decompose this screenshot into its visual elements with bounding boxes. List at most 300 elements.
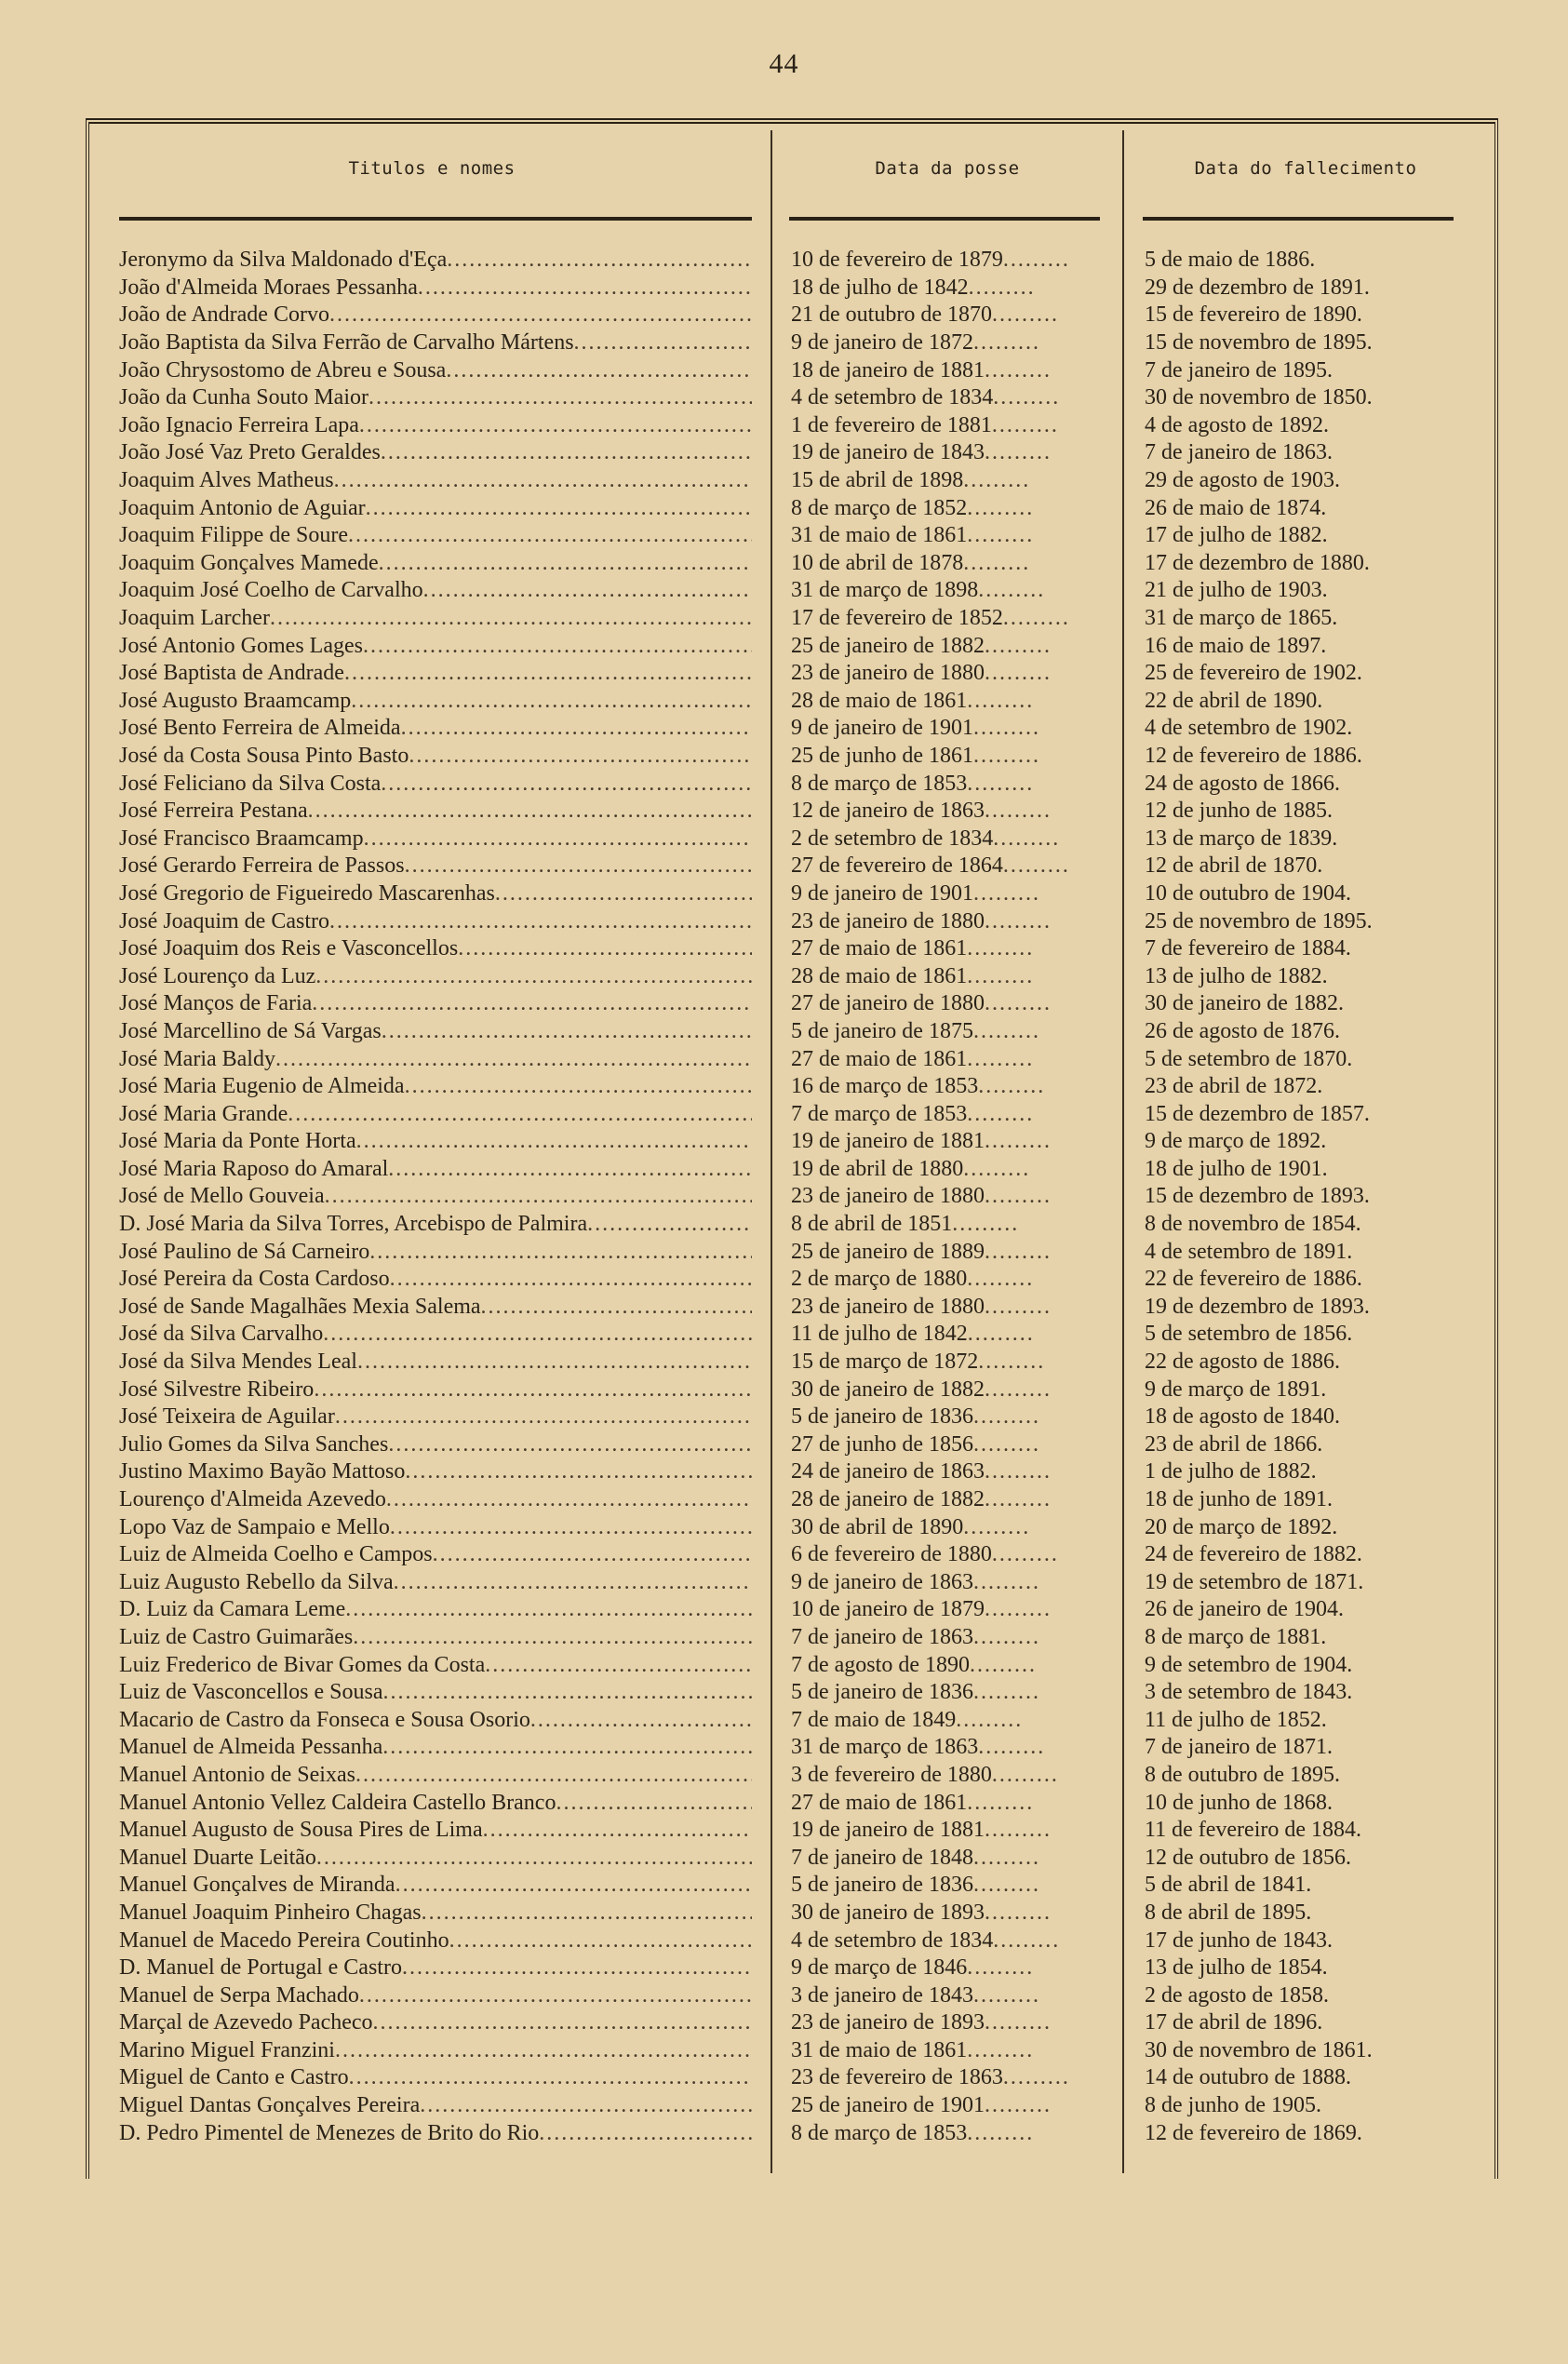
cell-death xyxy=(1145,413,1491,438)
cell-posse xyxy=(791,302,1132,328)
dot-leader xyxy=(383,1680,753,1705)
dot-leader xyxy=(963,1515,1028,1540)
cell-death xyxy=(1145,1212,1491,1237)
cell-posse-text: 10 de abril de 1878 xyxy=(791,550,964,575)
cell-death-text: 8 de junho de 1905. xyxy=(1145,2093,1321,2118)
cell-posse xyxy=(791,1432,1132,1457)
cell-death xyxy=(1145,2065,1491,2090)
cell-death xyxy=(1145,744,1491,769)
cell-name xyxy=(119,330,752,356)
cell-name xyxy=(119,1708,752,1733)
cell-death-text: 31 de março de 1865. xyxy=(1145,606,1338,631)
cell-name xyxy=(119,1983,752,2008)
table-row xyxy=(119,275,1478,302)
cell-posse-text: 2 de março de 1880 xyxy=(791,1267,968,1292)
dot-leader xyxy=(985,1240,1050,1265)
cell-death-text: 21 de julho de 1903. xyxy=(1145,578,1328,603)
table-row xyxy=(119,1211,1478,1239)
dot-leader xyxy=(992,302,1057,328)
table-row xyxy=(119,1238,1478,1266)
cell-death-text: 10 de outubro de 1904. xyxy=(1145,880,1351,906)
cell-name-text: Miguel Dantas Gonçalves Pereira xyxy=(119,2093,421,2118)
cell-name xyxy=(119,275,752,301)
header-rule xyxy=(1143,217,1454,221)
cell-name xyxy=(119,440,752,465)
cell-death xyxy=(1145,330,1491,356)
cell-death-text: 3 de setembro de 1843. xyxy=(1145,1680,1353,1705)
cell-death xyxy=(1145,1515,1491,1540)
dot-leader xyxy=(315,964,752,989)
cell-death xyxy=(1145,1267,1491,1292)
cell-name xyxy=(119,1625,752,1650)
cell-posse-text: 30 de abril de 1890 xyxy=(791,1514,964,1539)
cell-posse-text: 27 de janeiro de 1880 xyxy=(791,991,985,1016)
cell-name xyxy=(119,1515,752,1540)
cell-posse-text: 23 de janeiro de 1880 xyxy=(791,1294,985,1319)
cell-death xyxy=(1145,991,1491,1016)
dot-leader xyxy=(1003,606,1068,631)
cell-death-text: 9 de setembro de 1904. xyxy=(1145,1652,1353,1677)
cell-posse xyxy=(791,1129,1132,1154)
cell-name xyxy=(119,1735,752,1760)
dot-leader xyxy=(335,2038,752,2063)
cell-name xyxy=(119,964,752,989)
table-row xyxy=(119,743,1478,771)
cell-name xyxy=(119,1791,752,1816)
cell-death xyxy=(1145,1791,1491,1816)
cell-posse-text: 3 de fevereiro de 1880 xyxy=(791,1762,992,1787)
dot-leader xyxy=(967,772,1032,797)
cell-posse-text: 8 de março de 1852 xyxy=(791,495,968,520)
cell-death xyxy=(1145,964,1491,989)
cell-death xyxy=(1145,1129,1491,1154)
cell-name xyxy=(119,1212,752,1237)
cell-name-text: Manuel de Serpa Machado xyxy=(119,1982,359,2008)
dot-leader xyxy=(409,744,752,769)
cell-posse-text: 10 de fevereiro de 1879 xyxy=(791,248,1003,273)
cell-posse xyxy=(791,1901,1132,1926)
table-row xyxy=(119,688,1478,716)
table-row xyxy=(119,1679,1478,1707)
cell-name-text: Manuel de Almeida Pessanha xyxy=(119,1735,383,1760)
table-row xyxy=(119,907,1478,935)
cell-name xyxy=(119,1597,752,1622)
table-row xyxy=(119,1541,1478,1569)
cell-posse-text: 28 de maio de 1861 xyxy=(791,963,968,988)
table-row xyxy=(119,825,1478,853)
cell-death-text: 16 de maio de 1897. xyxy=(1145,633,1327,658)
cell-name xyxy=(119,1432,752,1457)
dot-leader xyxy=(985,1459,1050,1484)
cell-posse xyxy=(791,1791,1132,1816)
cell-death xyxy=(1145,2121,1491,2146)
table-row xyxy=(119,1762,1478,1790)
cell-death-text: 17 de abril de 1896. xyxy=(1145,2010,1323,2035)
dot-leader xyxy=(973,1019,1039,1044)
cell-name xyxy=(119,744,752,769)
table-row xyxy=(119,1156,1478,1184)
table-row xyxy=(119,1376,1478,1404)
cell-posse xyxy=(791,523,1132,548)
cell-death-text: 1 de julho de 1882. xyxy=(1145,1459,1317,1484)
dot-leader xyxy=(985,1129,1050,1154)
dot-leader xyxy=(363,634,752,659)
cell-death xyxy=(1145,936,1491,961)
cell-death xyxy=(1145,1818,1491,1843)
cell-death-text: 5 de abril de 1841. xyxy=(1145,1873,1312,1898)
cell-posse xyxy=(791,1184,1132,1209)
dot-leader xyxy=(433,1542,752,1567)
cell-name xyxy=(119,1184,752,1209)
cell-posse xyxy=(791,1955,1132,1981)
dot-leader xyxy=(985,1901,1050,1926)
cell-posse-text: 31 de março de 1898 xyxy=(791,578,979,603)
dot-leader xyxy=(394,1570,752,1595)
table-row xyxy=(119,1018,1478,1046)
cell-name-text: José Manços de Faria xyxy=(119,991,313,1016)
cell-name xyxy=(119,2010,752,2035)
cell-death-text: 17 de dezembro de 1880. xyxy=(1145,550,1370,575)
cell-death-text: 18 de agosto de 1840. xyxy=(1145,1404,1340,1430)
dot-leader xyxy=(985,440,1050,465)
table-row xyxy=(119,715,1478,743)
dot-leader xyxy=(952,1212,1017,1237)
cell-posse-text: 6 de fevereiro de 1880 xyxy=(791,1542,992,1567)
cell-posse-text: 8 de março de 1853 xyxy=(791,2120,968,2145)
cell-posse-text: 28 de janeiro de 1882 xyxy=(791,1487,985,1512)
cell-posse xyxy=(791,358,1132,383)
cell-death xyxy=(1145,853,1491,879)
cell-name xyxy=(119,1818,752,1843)
dot-leader xyxy=(985,358,1050,383)
cell-name-text: José Maria Raposo do Amaral xyxy=(119,1156,389,1181)
cell-posse-text: 12 de janeiro de 1863 xyxy=(791,799,985,824)
dot-leader xyxy=(359,1983,752,2008)
table-row xyxy=(119,1431,1478,1459)
table-row xyxy=(119,605,1478,633)
cell-death xyxy=(1145,1350,1491,1375)
cell-name xyxy=(119,689,752,714)
cell-name-text: Marino Miguel Franzini xyxy=(119,2037,335,2062)
cell-posse-text: 19 de janeiro de 1881 xyxy=(791,1818,985,1843)
cell-death xyxy=(1145,1708,1491,1733)
table-row xyxy=(119,1789,1478,1817)
cell-name xyxy=(119,1846,752,1871)
table-row xyxy=(119,1569,1478,1597)
cell-death-text: 20 de março de 1892. xyxy=(1145,1514,1338,1539)
cell-name-text: José Feliciano da Silva Costa xyxy=(119,771,382,796)
dot-leader xyxy=(312,991,752,1016)
dot-leader xyxy=(1003,2065,1068,2090)
cell-name xyxy=(119,1240,752,1265)
cell-name xyxy=(119,1350,752,1375)
cell-name xyxy=(119,936,752,961)
cell-death-text: 23 de abril de 1872. xyxy=(1145,1074,1323,1099)
cell-posse-text: 18 de julho de 1842 xyxy=(791,275,969,300)
dot-leader xyxy=(967,1267,1032,1292)
cell-posse-text: 19 de abril de 1880 xyxy=(791,1156,964,1181)
cell-name xyxy=(119,1570,752,1595)
cell-posse xyxy=(791,1928,1132,1954)
cell-name xyxy=(119,1901,752,1926)
cell-name-text: José Silvestre Ribeiro xyxy=(119,1377,315,1402)
table-row xyxy=(119,1458,1478,1486)
cell-name xyxy=(119,578,752,603)
cell-posse xyxy=(791,1680,1132,1705)
cell-death-text: 12 de fevereiro de 1886. xyxy=(1145,743,1362,768)
dot-leader xyxy=(325,1184,752,1209)
cell-name-text: José Maria Eugenio de Almeida xyxy=(119,1074,405,1099)
cell-name-text: Joaquim José Coelho de Carvalho xyxy=(119,578,423,603)
dot-leader xyxy=(978,1074,1043,1099)
cell-name-text: Manuel Augusto de Sousa Pires de Lima xyxy=(119,1818,483,1843)
dot-leader xyxy=(405,1459,752,1484)
dot-leader xyxy=(992,1542,1057,1567)
cell-death-text: 22 de abril de 1890. xyxy=(1145,688,1323,713)
cell-posse-text: 15 de março de 1872 xyxy=(791,1350,979,1375)
cell-posse xyxy=(791,578,1132,603)
cell-name-text: João Chrysostomo de Abreu e Sousa xyxy=(119,357,447,383)
cell-posse-text: 7 de maio de 1849 xyxy=(791,1707,957,1732)
cell-name xyxy=(119,1955,752,1981)
cell-posse-text: 31 de maio de 1861 xyxy=(791,2037,968,2062)
dot-leader xyxy=(388,1157,752,1182)
cell-name-text: João Baptista da Silva Ferrão de Carvalho Mártens xyxy=(119,330,574,356)
cell-posse xyxy=(791,1074,1132,1099)
cell-posse-text: 19 de janeiro de 1881 xyxy=(791,1129,985,1154)
cell-posse xyxy=(791,1983,1132,2008)
cell-posse xyxy=(791,440,1132,465)
dot-leader xyxy=(405,853,752,879)
cell-posse xyxy=(791,1019,1132,1044)
table-row xyxy=(119,356,1478,384)
cell-posse xyxy=(791,1570,1132,1595)
dot-leader xyxy=(967,1791,1032,1816)
table-row xyxy=(119,2009,1478,2037)
cell-death xyxy=(1145,1240,1491,1265)
cell-name xyxy=(119,1102,752,1127)
table-row xyxy=(119,439,1478,467)
cell-death-text: 5 de maio de 1886. xyxy=(1145,248,1316,273)
cell-posse xyxy=(791,1157,1132,1182)
cell-name xyxy=(119,1322,752,1347)
cell-name xyxy=(119,1019,752,1044)
cell-death-text: 26 de janeiro de 1904. xyxy=(1145,1597,1344,1622)
table-row xyxy=(119,247,1478,275)
cell-death xyxy=(1145,1653,1491,1678)
cell-death-text: 7 de janeiro de 1863. xyxy=(1145,440,1333,465)
cell-name-text: D. Manuel de Portugal e Castro xyxy=(119,1955,402,1981)
dot-leader xyxy=(344,661,752,686)
cell-posse-text: 9 de janeiro de 1863 xyxy=(791,1569,973,1594)
dot-leader xyxy=(458,936,752,961)
cell-posse xyxy=(791,1653,1132,1678)
dot-leader xyxy=(314,1377,752,1403)
dot-leader xyxy=(587,1212,752,1237)
dot-leader xyxy=(316,1846,752,1871)
cell-posse-text: 21 de outubro de 1870 xyxy=(791,302,992,328)
dot-leader xyxy=(985,661,1050,686)
table-row xyxy=(119,302,1478,329)
cell-death-text: 11 de julho de 1852. xyxy=(1145,1707,1327,1732)
cell-posse-text: 17 de fevereiro de 1852 xyxy=(791,606,1003,631)
cell-name-text: D. Pedro Pimentel de Menezes de Brito do Rio xyxy=(119,2120,540,2145)
cell-posse xyxy=(791,661,1132,686)
dot-leader xyxy=(973,1983,1039,2008)
cell-name-text: José da Costa Sousa Pinto Basto xyxy=(119,743,409,768)
header-posse: Data da posse xyxy=(875,158,1020,179)
cell-name xyxy=(119,1763,752,1788)
dot-leader xyxy=(357,1350,752,1375)
table-row xyxy=(119,1734,1478,1762)
header-rule xyxy=(789,217,1100,221)
cell-posse xyxy=(791,1047,1132,1072)
dot-leader xyxy=(985,1295,1050,1320)
cell-posse-text: 7 de agosto de 1890 xyxy=(791,1652,970,1677)
cell-posse xyxy=(791,1735,1132,1760)
table-row xyxy=(119,1513,1478,1541)
cell-posse xyxy=(791,385,1132,410)
cell-name-text: José Baptista de Andrade xyxy=(119,661,344,686)
table-row xyxy=(119,384,1478,412)
cell-name-text: José Marcellino de Sá Vargas xyxy=(119,1018,382,1043)
cell-posse xyxy=(791,826,1132,852)
cell-death xyxy=(1145,1074,1491,1099)
cell-death-text: 26 de maio de 1874. xyxy=(1145,495,1327,520)
cell-posse xyxy=(791,2121,1132,2146)
dot-leader xyxy=(539,2121,752,2146)
table-row xyxy=(119,1294,1478,1322)
cell-death xyxy=(1145,1184,1491,1209)
page-number: 44 xyxy=(769,48,799,79)
cell-death-text: 7 de janeiro de 1895. xyxy=(1145,357,1333,383)
dot-leader xyxy=(395,1873,752,1898)
cell-name-text: Joaquim Alves Matheus xyxy=(119,468,334,493)
cell-death xyxy=(1145,1763,1491,1788)
cell-posse-text: 7 de janeiro de 1863 xyxy=(791,1624,973,1649)
dot-leader xyxy=(270,606,752,631)
dot-leader xyxy=(481,1295,752,1320)
table-row xyxy=(119,467,1478,495)
cell-posse xyxy=(791,496,1132,521)
cell-name xyxy=(119,661,752,686)
dot-leader xyxy=(401,716,752,741)
cell-death-text: 30 de novembro de 1861. xyxy=(1145,2037,1373,2062)
cell-name-text: Lourenço d'Almeida Azevedo xyxy=(119,1487,386,1512)
cell-death xyxy=(1145,1955,1491,1981)
dot-leader xyxy=(359,413,752,438)
cell-death-text: 26 de agosto de 1876. xyxy=(1145,1018,1340,1043)
cell-death xyxy=(1145,1377,1491,1403)
table-row xyxy=(119,577,1478,605)
dot-leader xyxy=(973,716,1039,741)
table-row xyxy=(119,770,1478,798)
cell-posse-text: 30 de janeiro de 1893 xyxy=(791,1900,985,1925)
dot-leader xyxy=(993,826,1058,852)
cell-name xyxy=(119,881,752,907)
dot-leader xyxy=(970,1653,1035,1678)
cell-posse xyxy=(791,1295,1132,1320)
cell-name-text: Joaquim Filippe de Soure xyxy=(119,523,348,548)
dot-leader xyxy=(978,1350,1043,1375)
header-death: Data do fallecimento xyxy=(1194,158,1417,179)
cell-death xyxy=(1145,1625,1491,1650)
cell-name-text: José de Mello Gouveia xyxy=(119,1184,325,1209)
dot-leader xyxy=(495,881,752,907)
cell-posse xyxy=(791,413,1132,438)
cell-death-text: 30 de janeiro de 1882. xyxy=(1145,991,1344,1016)
table-row xyxy=(119,880,1478,908)
cell-death xyxy=(1145,606,1491,631)
dot-leader xyxy=(373,2010,752,2035)
table-row xyxy=(119,1624,1478,1652)
cell-posse-text: 5 de janeiro de 1836 xyxy=(791,1680,973,1705)
cell-name-text: Manuel Antonio Vellez Caldeira Castello Branco xyxy=(119,1790,556,1815)
table-row xyxy=(119,412,1478,440)
cell-death-text: 17 de julho de 1882. xyxy=(1145,523,1328,548)
table-row xyxy=(119,1706,1478,1734)
cell-posse xyxy=(791,330,1132,356)
cell-posse-text: 18 de janeiro de 1881 xyxy=(791,357,985,383)
cell-posse xyxy=(791,1708,1132,1733)
dot-leader xyxy=(356,1129,752,1154)
cell-name xyxy=(119,496,752,521)
cell-name-text: Luiz Augusto Rebello da Silva xyxy=(119,1569,394,1594)
cell-name xyxy=(119,1459,752,1484)
dot-leader xyxy=(418,275,752,301)
cell-death xyxy=(1145,634,1491,659)
cell-name xyxy=(119,799,752,824)
cell-name xyxy=(119,1404,752,1430)
cell-death-text: 2 de agosto de 1858. xyxy=(1145,1982,1329,2008)
dot-leader xyxy=(369,385,752,410)
cell-death-text: 30 de novembro de 1850. xyxy=(1145,385,1373,410)
cell-posse-text: 7 de janeiro de 1848 xyxy=(791,1845,973,1870)
cell-name xyxy=(119,2038,752,2063)
cell-name-text: José Francisco Braamcamp xyxy=(119,826,364,851)
dot-leader xyxy=(335,1404,752,1430)
dot-leader xyxy=(985,1597,1050,1622)
cell-name-text: Luiz Frederico de Bivar Gomes da Costa xyxy=(119,1652,486,1677)
dot-leader xyxy=(390,1267,752,1292)
table-row xyxy=(119,935,1478,963)
cell-death xyxy=(1145,1404,1491,1430)
cell-posse-text: 23 de janeiro de 1880 xyxy=(791,1184,985,1209)
dot-leader xyxy=(382,1735,752,1760)
cell-death xyxy=(1145,1542,1491,1567)
cell-posse xyxy=(791,2010,1132,2035)
cell-name xyxy=(119,523,752,548)
dot-leader xyxy=(973,330,1039,356)
cell-posse xyxy=(791,1102,1132,1127)
cell-posse xyxy=(791,1267,1132,1292)
cell-posse-text: 25 de janeiro de 1889 xyxy=(791,1239,985,1264)
cell-death-text: 4 de setembro de 1902. xyxy=(1145,716,1353,741)
cell-posse xyxy=(791,1846,1132,1871)
dot-leader xyxy=(390,1515,752,1540)
cell-posse xyxy=(791,1542,1132,1567)
dot-leader xyxy=(323,1322,752,1347)
cell-name-text: Jeronymo da Silva Maldonado d'Eça xyxy=(119,248,448,273)
cell-death xyxy=(1145,1322,1491,1347)
cell-posse-text: 2 de setembro de 1834 xyxy=(791,826,994,851)
cell-posse xyxy=(791,881,1132,907)
table-row xyxy=(119,990,1478,1018)
dot-leader xyxy=(978,578,1043,603)
table-row xyxy=(119,660,1478,688)
table-row xyxy=(119,853,1478,880)
table-row xyxy=(119,1128,1478,1156)
